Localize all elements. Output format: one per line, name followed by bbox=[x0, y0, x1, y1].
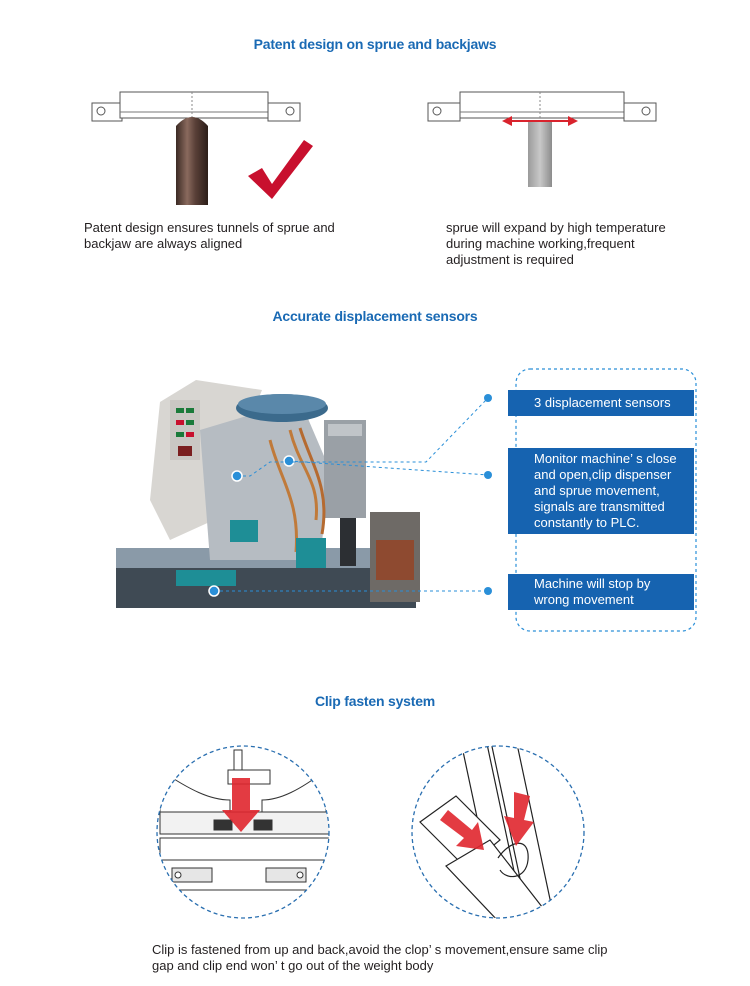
clip-fasten-front-diagram bbox=[150, 746, 340, 920]
left-backjaw bbox=[92, 92, 300, 121]
right-backjaw bbox=[428, 92, 656, 121]
clip-caption: Clip is fastened from up and back,avoid the clop’ s movement,ensure same clip gap and clip end won’ t go out of the weight body bbox=[152, 942, 608, 973]
expansion-caption: sprue will expand by high temperature during machine working,frequent adjustment is required bbox=[446, 220, 666, 267]
red-down-arrow-icon bbox=[222, 778, 260, 832]
callout-monitor: Monitor machine’ s close and open,clip dispenser and sprue movement, signals are transmitted constantly to PLC. bbox=[508, 448, 694, 534]
machine-photo bbox=[116, 380, 420, 608]
sprue-rod-expanded bbox=[528, 121, 552, 187]
section-heading-sprue: Patent design on sprue and backjaws bbox=[253, 36, 497, 52]
sprue-rod-aligned bbox=[176, 117, 208, 205]
red-double-arrow-icon bbox=[502, 116, 578, 126]
section-heading-clip: Clip fasten system bbox=[314, 693, 436, 709]
aligned-caption: Patent design ensures tunnels of sprue and backjaw are always aligned bbox=[84, 220, 335, 251]
clip-fasten-side-diagram bbox=[412, 739, 584, 940]
callout-stop: Machine will stop by wrong movement bbox=[508, 574, 694, 610]
check-mark-icon bbox=[248, 140, 313, 199]
section-heading-sensors: Accurate displacement sensors bbox=[272, 308, 478, 324]
sensor-leader-lines bbox=[214, 398, 488, 591]
callout-sensors-count: 3 displacement sensors bbox=[508, 390, 694, 416]
